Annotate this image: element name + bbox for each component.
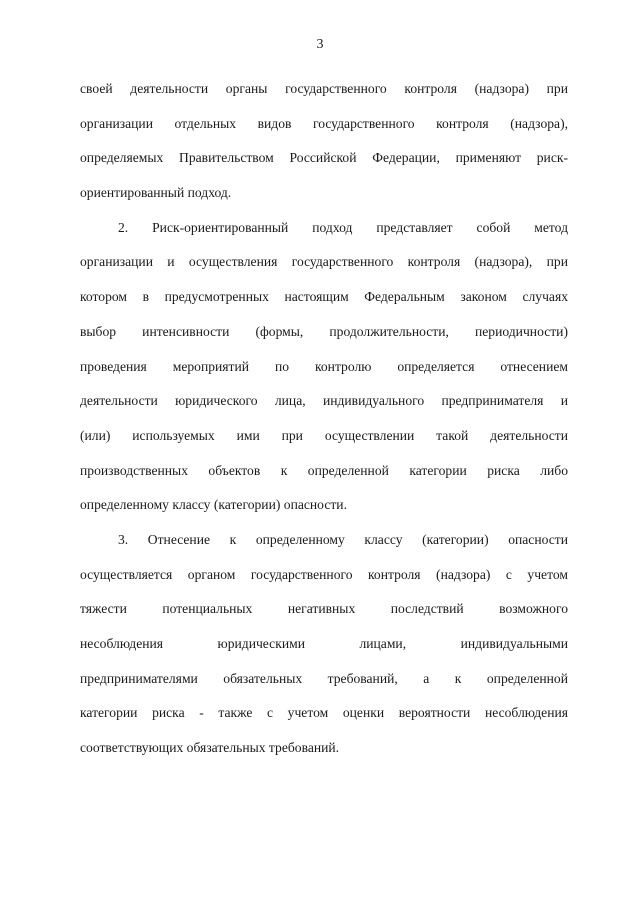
text-line: тяжести потенциальных негативных последствий возможного (80, 601, 568, 617)
text-line: предпринимателями обязательных требований, а к определенной (80, 670, 568, 686)
text-line: категории риска - также с учетом оценки вероятности несоблюдения (80, 705, 568, 721)
text-line: ориентированный подход. (80, 185, 232, 201)
text-line: 2. Риск-ориентированный подход представляет собой метод (118, 219, 568, 235)
paragraph-1 (80, 72, 568, 211)
text-line: своей деятельности органы государственного контроля (надзора) при (80, 81, 568, 96)
text-line: определенному классу (категории) опасности. (80, 497, 347, 513)
text-line: несоблюдения юридическими лицами, индивидуальными (80, 636, 568, 651)
text-line: выбор интенсивности (формы, продолжительности, периодичности) (80, 323, 568, 339)
page-number: 3 (316, 37, 324, 52)
text-line: соответствующих обязательных требований. (80, 740, 340, 756)
document-body (80, 72, 568, 766)
text-line: деятельности юридического лица, индивидуального предпринимателя и (80, 393, 568, 409)
text-line: организации отдельных видов государственного контроля (надзора), (80, 115, 568, 131)
paragraph-2 (80, 211, 568, 523)
paragraph-3 (80, 523, 568, 766)
text-line: проведения мероприятий по контролю определяется отнесением (80, 358, 568, 374)
text-line: осуществляется органом государственного контроля (надзора) с учетом (80, 566, 568, 582)
text-line: организации и осуществления государственного контроля (надзора), при (80, 254, 568, 270)
text-line: производственных объектов к определенной категории риска либо (80, 462, 568, 478)
text-line: котором в предусмотренных настоящим Федеральным законом случаях (80, 289, 568, 305)
text-line: определяемых Правительством Российской Федерации, применяют риск- (80, 150, 568, 166)
text-line: 3. Отнесение к определенному классу (категории) опасности (118, 531, 568, 547)
text-line: (или) используемых ими при осуществлении такой деятельности (80, 427, 568, 443)
